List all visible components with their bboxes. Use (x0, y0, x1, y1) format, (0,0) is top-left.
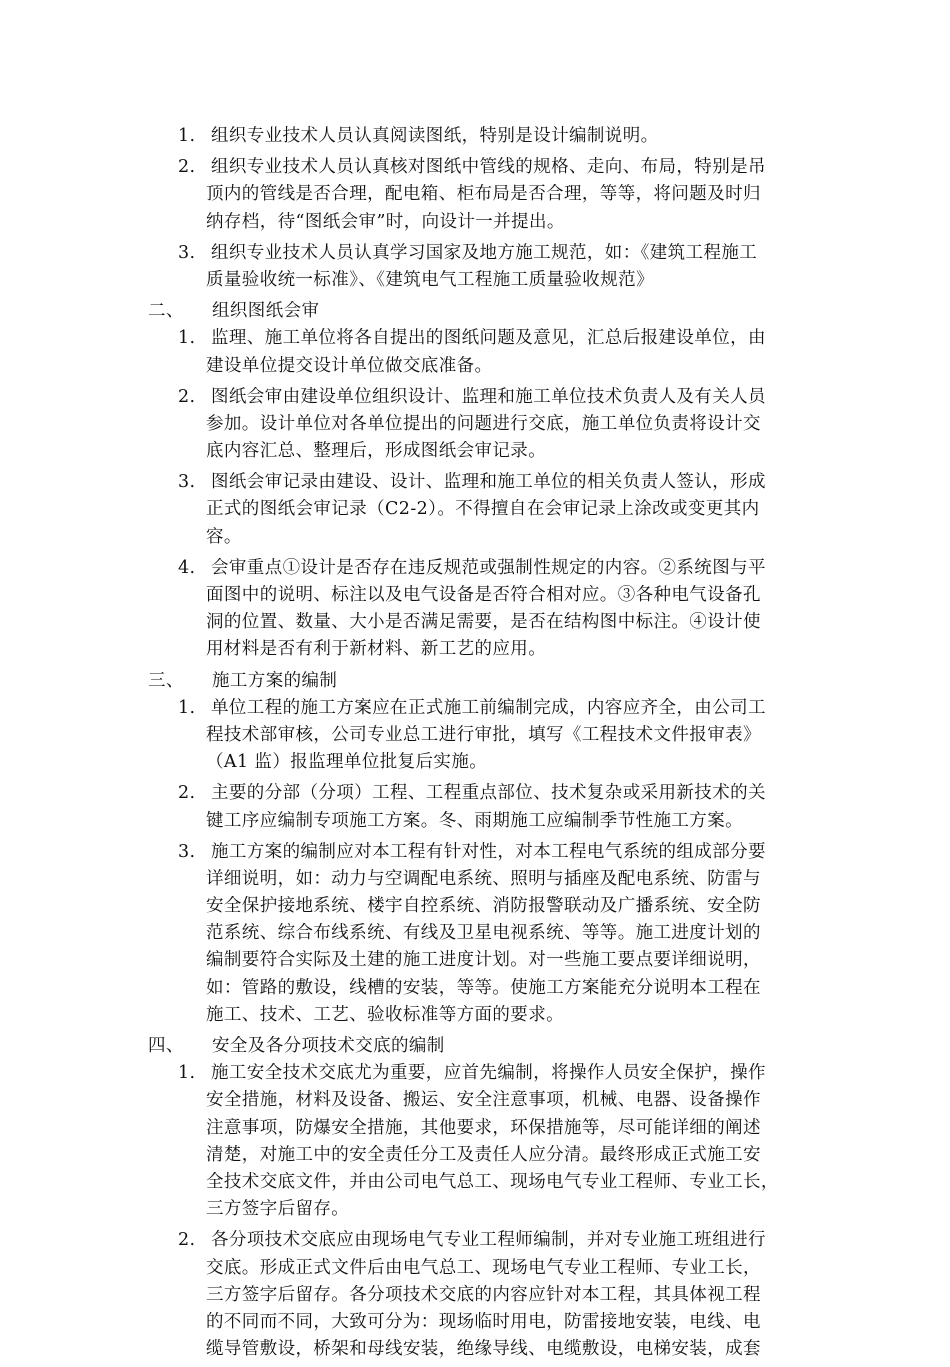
item-text: 详细说明，如：动力与空调配电系统、照明与插座及配电系统、防雷与 (206, 868, 761, 889)
list-item (0, 839, 950, 1029)
item-text: 监理、施工单位将各自提出的图纸问题及意见，汇总后报建设单位，由 (211, 328, 766, 349)
item-text: 如：管路的敷设，线槽的安装，等等。使施工方案能充分说明本工程在 (206, 977, 761, 998)
text-line (0, 582, 950, 609)
item-text: 施工方案的编制应对本工程有针对性，对本工程电气系统的组成部分要 (211, 841, 766, 862)
item-number: 3. (178, 841, 196, 862)
item-text: 主要的分部（分项）工程、工程重点部位、技术复杂或采用新技术的关 (211, 783, 766, 804)
item-text: 组织专业技术人员认真阅读图纸，特别是设计编制说明。 (211, 126, 659, 146)
item-number: 3. (178, 242, 196, 263)
text-line (0, 1087, 950, 1114)
text-line (0, 749, 950, 776)
item-number: 2. (178, 157, 196, 178)
item-text: 单位工程的施工方案应在正式施工前编制完成，内容应齐全，由公司工 (211, 697, 766, 718)
item-text: 三方签字后留存。各分项技术交底的内容应针对本工程，其具体视工程 (206, 1284, 761, 1305)
item-text: 全技术交底文件，并由公司电气总工、现场电气专业工程师、专业工长， (206, 1171, 779, 1192)
item-text: 用材料是否有利于新材料、新工艺的应用。 (206, 639, 547, 660)
item-number: 1. (178, 328, 196, 349)
item-text: 施工安全技术交底尤为重要，应首先编制，将操作人员安全保护，操作 (211, 1063, 766, 1084)
text-line (0, 1282, 950, 1309)
item-text: 洞的位置、数量、大小是否满足需要，是否在结构图中标注。④设计使 (206, 612, 761, 633)
list-item (0, 240, 950, 294)
text-line (0, 438, 950, 465)
text-line (0, 975, 950, 1002)
text-line (0, 555, 950, 582)
text-line (0, 384, 950, 411)
item-text: 交底。形成正式文件后由电气总工、现场电气专业工程师、专业工长， (206, 1257, 761, 1278)
item-text: 清楚，对施工中的安全责任分工及责任人应分清。最终形成正式施工安 (206, 1144, 761, 1165)
item-number: 4. (178, 557, 196, 578)
text-line (0, 947, 950, 974)
text-line (0, 181, 950, 208)
text-line (0, 1115, 950, 1142)
text-line (0, 123, 950, 150)
section-heading (0, 1033, 950, 1060)
list-item (0, 123, 950, 150)
list-item (0, 1060, 950, 1223)
section-number: 四、 (148, 1036, 184, 1056)
section-title: 施工方案的编制 (212, 670, 338, 691)
item-text: 建设单位提交设计单位做交底准备。 (206, 355, 493, 376)
text-line (0, 1060, 950, 1087)
text-line (0, 209, 950, 236)
text-line (0, 920, 950, 947)
section-number: 二、 (148, 301, 184, 322)
text-line (0, 1309, 950, 1336)
list-item (0, 469, 950, 551)
item-number: 1. (178, 697, 196, 718)
item-text: 正式的图纸会审记录（C2-2）。不得擅自在会审记录上涂改或变更其内 (206, 499, 760, 520)
item-text: 组织专业技术人员认真学习国家及地方施工规范，如：《建筑工程施工 (211, 242, 758, 263)
list-item (0, 1227, 950, 1363)
section-heading (0, 668, 950, 695)
item-number: 2. (178, 386, 196, 407)
text-line (0, 496, 950, 523)
text-line (0, 1169, 950, 1196)
item-text: 图纸会审记录由建设、设计、监理和施工单位的相关负责人签认，形成 (211, 472, 766, 493)
list-item (0, 780, 950, 834)
item-text: 图纸会审由建设单位组织设计、监理和施工单位技术负责人及有关人员 (211, 386, 766, 407)
item-text: 的不同而不同，大致可分为：现场临时用电，防雷接地安装，电线、电 (206, 1311, 761, 1332)
list-item (0, 325, 950, 379)
text-line (0, 1002, 950, 1029)
text-line (0, 636, 950, 663)
list-item (0, 384, 950, 466)
list-item (0, 555, 950, 664)
text-line (0, 154, 950, 181)
item-text: 安全措施，材料及设备、搬运、安全注意事项，机械、电器、设备操作 (206, 1090, 761, 1111)
item-number: 3. (178, 472, 196, 493)
text-line (0, 1255, 950, 1282)
item-text: 安全保护接地系统、楼宇自控系统、消防报警联动及广播系统、安全防 (206, 896, 761, 917)
item-text: 三方签字后留存。 (206, 1199, 350, 1220)
item-text: （A1 监）报监理单位批复后实施。 (206, 752, 488, 773)
item-spacer (0, 1363, 950, 1367)
text-line (0, 780, 950, 807)
text-line (0, 808, 950, 835)
item-text: 质量验收统一标准》、《建筑电气工程施工质量验收规范》 (206, 269, 654, 290)
text-line (0, 722, 950, 749)
item-text: 施工、技术、工艺、验收标准等方面的要求。 (206, 1004, 564, 1025)
text-line (0, 524, 950, 551)
item-text: 顶内的管线是否合理，配电箱、柜布局是否合理，等等，将问题及时归 (206, 184, 761, 205)
text-line (0, 1227, 950, 1254)
text-line (0, 839, 950, 866)
text-line (0, 411, 950, 438)
item-text: 各分项技术交底应由现场电气专业工程师编制，并对专业施工班组进行 (211, 1230, 766, 1251)
item-number: 2. (178, 1230, 196, 1251)
list-item (0, 695, 950, 777)
item-text: 底内容汇总、整理后，形成图纸会审记录。 (206, 441, 547, 462)
text-line (0, 609, 950, 636)
text-line (0, 267, 950, 294)
text-line (0, 325, 950, 352)
item-number: 1. (178, 126, 196, 146)
text-line (0, 695, 950, 722)
section-number: 三、 (148, 670, 184, 691)
text-line (0, 866, 950, 893)
text-line (0, 353, 950, 380)
item-text: 注意事项，防爆安全措施，其他要求，环保措施等，尽可能详细的阐述 (206, 1117, 761, 1138)
item-text: 编制要符合实际及土建的施工进度计划。对一些施工要点要详细说明， (206, 950, 761, 971)
item-text: 组织专业技术人员认真核对图纸中管线的规格、走向、布局，特别是吊 (211, 157, 766, 178)
item-text: 会审重点①设计是否存在违反规范或强制性规定的内容。②系统图与平 (211, 557, 766, 578)
section-title: 安全及各分项技术交底的编制 (212, 1036, 445, 1056)
item-text: 范系统、综合布线系统、有线及卫星电视系统、等等。施工进度计划的 (206, 923, 761, 944)
text-line (0, 1336, 950, 1363)
document-body (0, 123, 950, 1367)
item-text: 面图中的说明、标注以及电气设备是否符合相对应。③各种电气设备孔 (206, 585, 761, 605)
text-line (0, 469, 950, 496)
text-line (0, 1196, 950, 1223)
item-text: 参加。设计单位对各单位提出的问题进行交底，施工单位负责将设计交 (206, 413, 761, 434)
text-line (0, 240, 950, 267)
item-number: 1. (178, 1063, 196, 1084)
item-text: 纳存档，待“图纸会审”时，向设计一并提出。 (206, 211, 565, 232)
item-text: 键工序应编制专项施工方案。冬、雨期施工应编制季节性施工方案。 (206, 810, 743, 831)
item-text: 程技术部审核，公司专业总工进行审批，填写《工程技术文件报审表》 (206, 724, 761, 745)
item-text: 缆导管敷设，桥架和母线安装，绝缘导线、电缆敷设，电梯安装，成套 (206, 1339, 761, 1360)
section-title: 组织图纸会审 (212, 301, 320, 322)
text-line (0, 893, 950, 920)
text-line (0, 1142, 950, 1169)
item-text: 容。 (206, 526, 242, 547)
item-number: 2. (178, 783, 196, 804)
section-heading (0, 298, 950, 325)
list-item (0, 154, 950, 236)
